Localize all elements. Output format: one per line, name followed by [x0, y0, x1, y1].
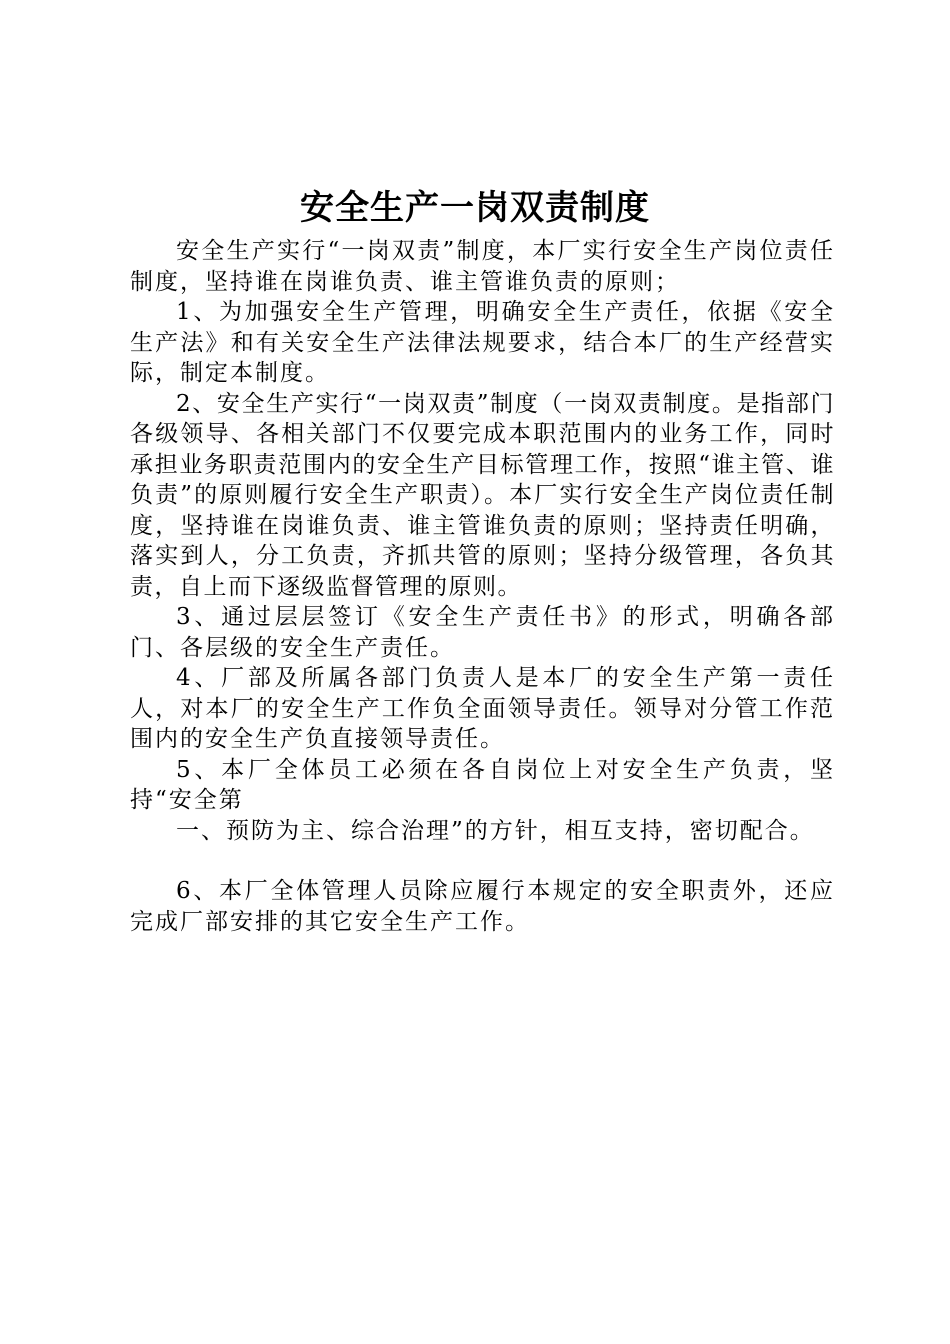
- paragraph-item-4: 4、厂部及所属各部门负责人是本厂的安全生产第一责任人，对本厂的安全生产工作负全面领导责任。领导对分管工作范围内的安全生产负直接领导责任。: [130, 665, 835, 752]
- paragraph-item-1: 1、为加强安全生产管理，明确安全生产责任，依据《安全生产法》和有关安全生产法律法规要求，结合本厂的生产经营实际，制定本制度。: [130, 299, 835, 386]
- paragraph-item-5-continued: 一、预防为主、综合治理”的方针，相互支持，密切配合。: [176, 817, 815, 844]
- paragraph-intro: 安全生产实行“一岗双责”制度，本厂实行安全生产岗位责任制度，坚持谁在岗谁负责、谁主管谁负责的原则；: [130, 238, 835, 295]
- document-title: 安全生产一岗双责制度: [300, 188, 650, 228]
- document-body: [130, 236, 835, 937]
- paragraph-item-6: 6、本厂全体管理人员除应履行本规定的安全职责外，还应完成厂部安排的其它安全生产工作。: [130, 878, 835, 935]
- paragraph-item-5: 5、本厂全体员工必须在各自岗位上对安全生产负责，坚持“安全第: [130, 756, 835, 813]
- paragraph-item-3: 3、通过层层签订《安全生产责任书》的形式，明确各部门、各层级的安全生产责任。: [130, 604, 835, 661]
- paragraph-item-2: 2、安全生产实行“一岗双责”制度（一岗双责制度。是指部门各级领导、各相关部门不仅要完成本职范围内的业务工作，同时承担业务职责范围内的安全生产目标管理工作，按照“谁主管、谁负责”的原则履行安全生产职责）。本厂实行安全生产岗位责任制度，坚持谁在岗谁负责、谁主管谁负责的原则；坚持责任明确，落实到人，分工负责，齐抓共管的原则；坚持分级管理，各负其责，自上而下逐级监督管理的原则。: [130, 390, 835, 600]
